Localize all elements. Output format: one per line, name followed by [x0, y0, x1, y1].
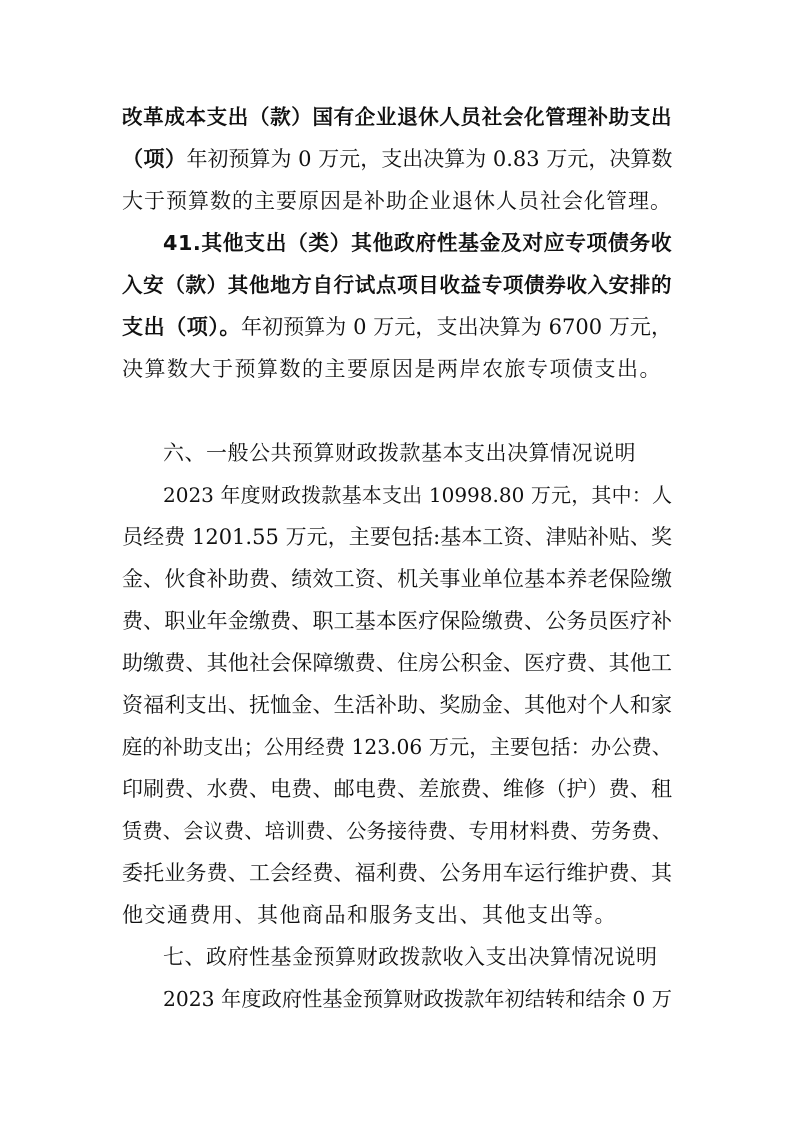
s6-line-8: 印刷费、水费、电费、邮电费、差旅费、维修（护）费、租 — [122, 777, 672, 801]
s6-line-6: 资福利支出、抚恤金、生活补助、奖励金、其他对个人和家 — [122, 693, 672, 717]
s6-line-2: 员经费 1201.55 万元，主要包括:基本工资、津贴补贴、奖 — [122, 525, 672, 549]
s6-line-10: 委托业务费、工会经费、福利费、公务用车运行维护费、其 — [122, 861, 672, 885]
p41-line-1 — [163, 229, 672, 257]
s6-line-11: 他交通费用、其他商品和服务支出、其他支出等。 — [122, 903, 617, 927]
section-7-heading: 七、政府性基金预算财政拨款收入支出决算情况说明 — [163, 945, 658, 969]
p41-line-4: 决算数大于预算数的主要原因是两岸农旅专项债支出。 — [122, 357, 662, 381]
s6-line-4: 费、职业年金缴费、职工基本医疗保险缴费、公务员医疗补 — [122, 609, 672, 633]
p40-line-1 — [122, 103, 672, 131]
p41-line-3-text: 年初预算为 0 万元，支出决算为 6700 万元， — [240, 315, 672, 339]
p41-line-2-bold: 入安（款）其他地方自行试点项目收益专项债券收入安排的 — [122, 273, 672, 297]
p41-line-3-bold: 支出（项）。 — [122, 315, 241, 339]
s6-line-5: 助缴费、其他社会保障缴费、住房公积金、医疗费、其他工 — [122, 651, 672, 675]
p40-line-2-text: 年初预算为 0 万元，支出决算为 0.83 万元，决算数 — [186, 147, 673, 171]
s7-line-1: 2023 年度政府性基金预算财政拨款年初结转和结余 0 万 — [163, 987, 672, 1011]
p40-line-3: 大于预算数的主要原因是补助企业退休人员社会化管理。 — [122, 189, 672, 213]
p40-line-1-bold: 改革成本支出（款）国有企业退休人员社会化管理补助支出 — [122, 105, 672, 129]
p41-line-2 — [122, 271, 672, 299]
p40-line-2-bold: （项） — [122, 147, 187, 171]
s6-line-9: 赁费、会议费、培训费、公务接待费、专用材料费、劳务费、 — [122, 819, 672, 843]
p41-line-3 — [122, 313, 672, 341]
p40-line-2 — [122, 145, 672, 173]
p41-line-1-bold: 41.其他支出（类）其他政府性基金及对应专项债务收 — [163, 231, 672, 255]
s6-line-1: 2023 年度财政拨款基本支出 10998.80 万元，其中：人 — [163, 483, 672, 507]
section-6-heading: 六、一般公共预算财政拨款基本支出决算情况说明 — [163, 441, 636, 465]
s6-line-7: 庭的补助支出；公用经费 123.06 万元，主要包括：办公费、 — [122, 735, 672, 759]
s6-line-3: 金、伙食补助费、绩效工资、机关事业单位基本养老保险缴 — [122, 567, 672, 591]
